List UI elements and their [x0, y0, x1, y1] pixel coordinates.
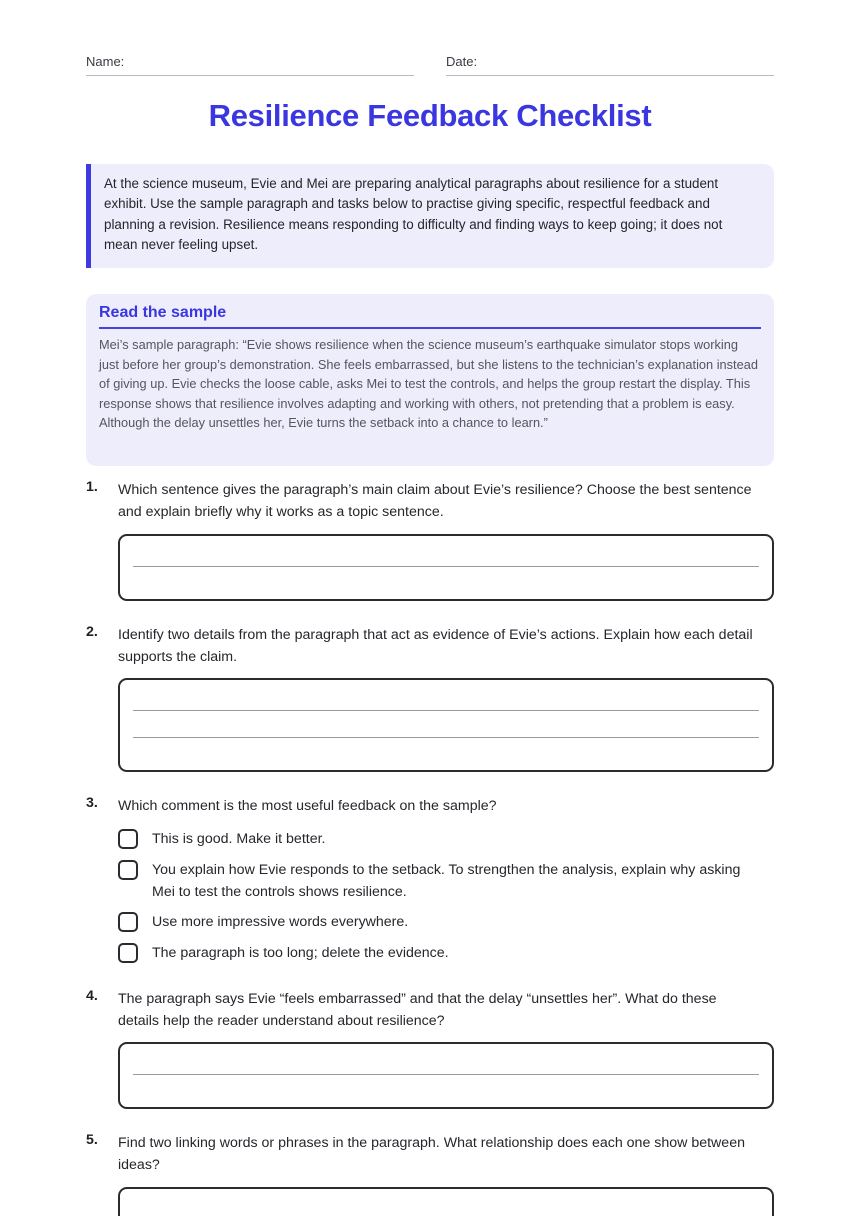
answer-box[interactable]: [118, 534, 774, 601]
checkbox[interactable]: [118, 860, 138, 880]
page-title: Resilience Feedback Checklist: [208, 98, 652, 133]
option-label: You explain how Evie responds to the setback. To strengthen the analysis, explain why asking Mei to test the controls shows resilience.: [152, 862, 741, 900]
answer-line: [133, 1074, 759, 1075]
answer-line: [133, 710, 759, 711]
question-text: The paragraph says Evie “feels embarrassed” and that the delay “unsettles her”. What do these details help the reader understand about resilience?: [118, 991, 717, 1029]
sample-heading: Read the sample: [99, 304, 761, 329]
checkbox[interactable]: [118, 943, 138, 963]
answer-line: [133, 737, 759, 738]
question-text: Find two linking words or phrases in the paragraph. What relationship does each one show between ideas?: [118, 1135, 745, 1173]
header-fields: [86, 54, 774, 76]
sample-panel: [86, 294, 774, 466]
question-number: 1.: [86, 479, 98, 495]
checkbox[interactable]: [118, 912, 138, 932]
answer-box[interactable]: [118, 1042, 774, 1109]
sample-paragraph: Mei’s sample paragraph: “Evie shows resilience when the science museum’s earthquake simulator stops working just before her group’s demonstration. She feels embarrassed, but she listens to the technician’s explanation instead of giving up. Evie checks the loose cable, asks Mei to test the controls, and helps the group restart the display. This response shows that resilience involves adapting and working with others, not pretending that a problem is easy. Although the delay unsettles her, Evie turns the setback into a chance to learn.”: [99, 337, 758, 431]
option-label: Use more impressive words everywhere.: [152, 914, 409, 930]
question-text: Which sentence gives the paragraph’s main claim about Evie’s resilience? Choose the best sentence and explain briefly why it works as a topic sentence.: [118, 482, 752, 520]
question-text: Which comment is the most useful feedback on the sample?: [118, 798, 497, 814]
option-label: The paragraph is too long; delete the evidence.: [152, 945, 449, 961]
question-number: 2.: [86, 624, 98, 640]
intro-callout: At the science museum, Evie and Mei are preparing analytical paragraphs about resilience for a student exhibit. Use the sample paragraph and tasks below to practise giving specific, respectful feedback and planning a revision. Resilience means responding to difficulty and finding ways to keep going; it does not mean never feeling upset.: [86, 164, 774, 268]
option-label: This is good. Make it better.: [152, 831, 326, 847]
question-number: 3.: [86, 795, 98, 811]
checkbox[interactable]: [118, 829, 138, 849]
answer-box[interactable]: [118, 678, 774, 772]
question-number: 5.: [86, 1132, 98, 1148]
question-text: Identify two details from the paragraph that act as evidence of Evie’s actions. Explain how each detail supports the claim.: [118, 627, 753, 665]
name-field[interactable]: Name:: [86, 54, 414, 76]
answer-box[interactable]: [118, 1187, 774, 1216]
question-number: 4.: [86, 988, 98, 1004]
answer-line: [133, 566, 759, 567]
date-field[interactable]: Date:: [446, 54, 774, 76]
